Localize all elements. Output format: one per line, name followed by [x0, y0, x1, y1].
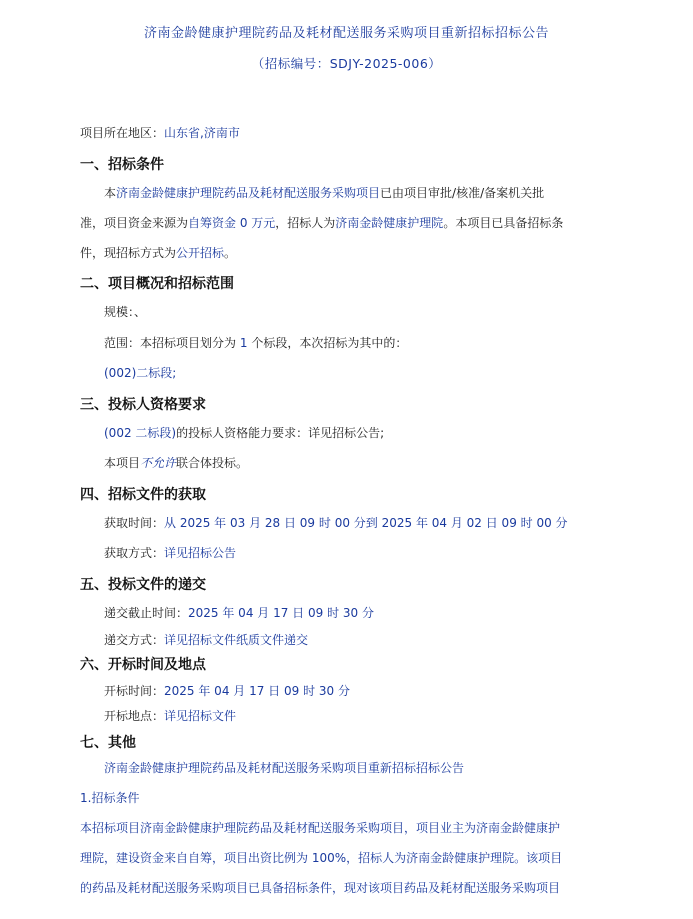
s4-time-label: 获取时间：: [104, 516, 165, 530]
s7-line-3: 的药品及耗材配送服务采购项目已具备招标条件，现对该项目药品及耗材配送服务采购项目: [80, 881, 561, 895]
s3-text: 本项目: [104, 456, 141, 470]
s1-text: 。: [224, 246, 237, 260]
s1-para-line-1: [104, 184, 544, 202]
section-7-heading: 七、其他: [80, 735, 136, 751]
section-3-heading: 三、投标人资格要求: [80, 397, 206, 413]
s1-fund-source: 自筹资金 0 万元: [188, 216, 276, 230]
s1-text: 已由项目审批/核准/备案机关批: [380, 186, 545, 200]
section-2-heading: 二、项目概况和招标范围: [80, 276, 234, 292]
s6-time-label: 开标时间：: [104, 684, 165, 698]
s5-deadline-label: 递交截止时间：: [104, 606, 189, 620]
s1-para-line-2: [80, 214, 563, 232]
s1-text: ，招标人为: [275, 216, 336, 230]
s3-joint: [104, 454, 248, 472]
s6-time: [104, 682, 350, 700]
s3-joint-value: 不允许: [140, 456, 177, 470]
s3-text: 的投标人资格能力要求：: [176, 426, 309, 440]
s1-text: 件，现招标方式为: [80, 246, 177, 260]
s6-time-value: 2025 年 04 月 17 日 09 时 30 分: [164, 684, 350, 698]
s2-scale: 规模：、: [104, 305, 147, 319]
s6-place-value: 详见招标文件: [164, 709, 237, 723]
s2-text: 个标段，本次招标为其中的：: [251, 336, 408, 350]
s4-method-value: 详见招标公告: [164, 546, 237, 560]
s5-method-label: 递交方式：: [104, 633, 165, 647]
s2-text: 范围：本招标项目划分为: [104, 336, 237, 350]
s7-line-1: 本招标项目济南金龄健康护理院药品及耗材配送服务采购项目，项目业主为济南金龄健康护: [80, 821, 561, 835]
s4-time: [104, 514, 568, 532]
s1-project-name: 济南金龄健康护理院药品及耗材配送服务采购项目: [116, 186, 381, 200]
s5-method: [104, 631, 308, 649]
s6-place: [104, 707, 236, 725]
s3-lot: (002 二标段): [104, 426, 177, 440]
tender-number: （招标编号：SDJY-2025-006）: [251, 56, 442, 71]
region-label: 项目所在地区：: [80, 126, 165, 140]
project-region: [80, 124, 240, 142]
s1-text: 准，项目资金来源为: [80, 216, 189, 230]
s5-method-value: 详见招标文件纸质文件递交: [164, 633, 309, 647]
s1-text: 。本项目已具备招标条: [443, 216, 564, 230]
s4-method: [104, 544, 236, 562]
s4-method-label: 获取方式：: [104, 546, 165, 560]
s2-lot: (002)二标段;: [104, 366, 177, 380]
s3-text: 联合体投标。: [176, 456, 249, 470]
s2-scope: [104, 334, 407, 352]
s6-place-label: 开标地点：: [104, 709, 165, 723]
s5-deadline-value: 2025 年 04 月 17 日 09 时 30 分: [188, 606, 374, 620]
s7-subheading: 1.招标条件: [80, 791, 140, 805]
s1-para-line-3: [80, 244, 236, 262]
s3-requirement: [104, 424, 384, 442]
s7-line-2: 理院，建设资金来自自筹，项目出资比例为 100%，招标人为济南金龄健康护理院。该项目: [80, 851, 563, 865]
s1-method: 公开招标: [176, 246, 225, 260]
s5-deadline: [104, 604, 374, 622]
section-5-heading: 五、投标文件的递交: [80, 577, 206, 593]
section-4-heading: 四、招标文件的获取: [80, 487, 206, 503]
s4-time-value: 从 2025 年 03 月 28 日 09 时 00 分到 2025 年 04 月 02 日 09 时 00 分: [164, 516, 568, 530]
page-title: 济南金龄健康护理院药品及耗材配送服务采购项目重新招标招标公告: [143, 26, 549, 41]
section-6-heading: 六、开标时间及地点: [80, 657, 206, 673]
section-1-heading: 一、招标条件: [80, 157, 164, 173]
s2-lot-count: 1: [239, 336, 248, 350]
s1-text: 本: [104, 186, 117, 200]
s7-title: 济南金龄健康护理院药品及耗材配送服务采购项目重新招标招标公告: [104, 761, 465, 775]
s3-detail: 详见招标公告;: [308, 426, 385, 440]
s1-tenderer: 济南金龄健康护理院: [335, 216, 444, 230]
region-value: 山东省,济南市: [164, 126, 240, 140]
